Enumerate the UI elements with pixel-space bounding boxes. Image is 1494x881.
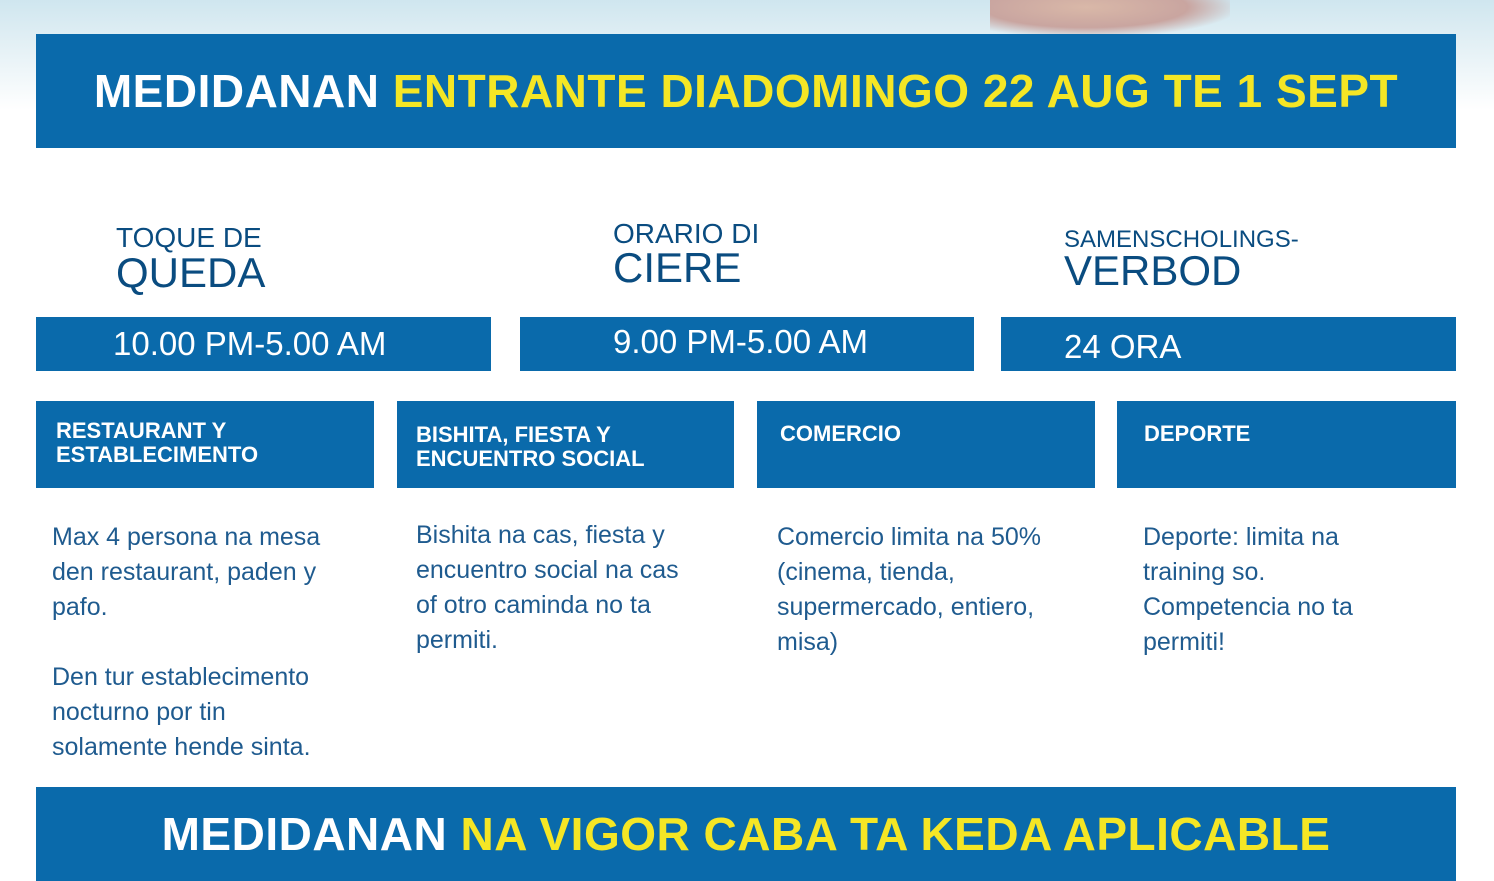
top-banner-yellow-text: ENTRANTE DIADOMINGO 22 AUG TE 1 SEPT [392,65,1399,117]
gathering-ban-time: 24 ORA [1064,328,1182,365]
description-sport: Deporte: limita na training so. Competencia no ta permiti! [1143,523,1353,656]
category-title-visits: BISHITA, FIESTA Y ENCUENTRO SOCIAL [416,422,645,471]
description-commerce: Comercio limita na 50% (cinema, tienda, supermercado, entiero, misa) [777,523,1041,656]
category-title-commerce: COMERCIO [780,421,901,446]
closing-label-big: CIERE [613,244,742,291]
background-photo-fragment [990,0,1230,36]
curfew-label-small: TOQUE DE [116,222,262,253]
top-banner-white-text: MEDIDANAN [93,65,380,117]
bottom-banner-white-text: MEDIDANAN [161,808,448,860]
description-visits: Bishita na cas, fiesta y encuentro social na cas of otro caminda no ta permiti. [416,521,679,654]
category-title-sport: DEPORTE [1144,421,1251,446]
description-restaurant: Max 4 persona na mesa den restaurant, paden y pafo. Den tur establecimento nocturno por tin solamente hende sinta. [52,523,321,761]
bottom-banner [36,787,1456,881]
gathering-ban-label-small: SAMENSCHOLINGS- [1064,226,1299,253]
closing-time: 9.00 PM-5.00 AM [613,323,868,360]
curfew-time: 10.00 PM-5.00 AM [113,325,387,362]
category-title-restaurant: RESTAURANT Y ESTABLECIMENTO [56,418,259,467]
closing-label-small: ORARIO DI [613,218,760,249]
top-banner [36,34,1456,148]
bottom-banner-yellow-text: NA VIGOR CABA TA KEDA APLICABLE [460,808,1331,860]
gathering-ban-label-big: VERBOD [1064,247,1242,294]
curfew-label-big: QUEDA [116,249,266,296]
